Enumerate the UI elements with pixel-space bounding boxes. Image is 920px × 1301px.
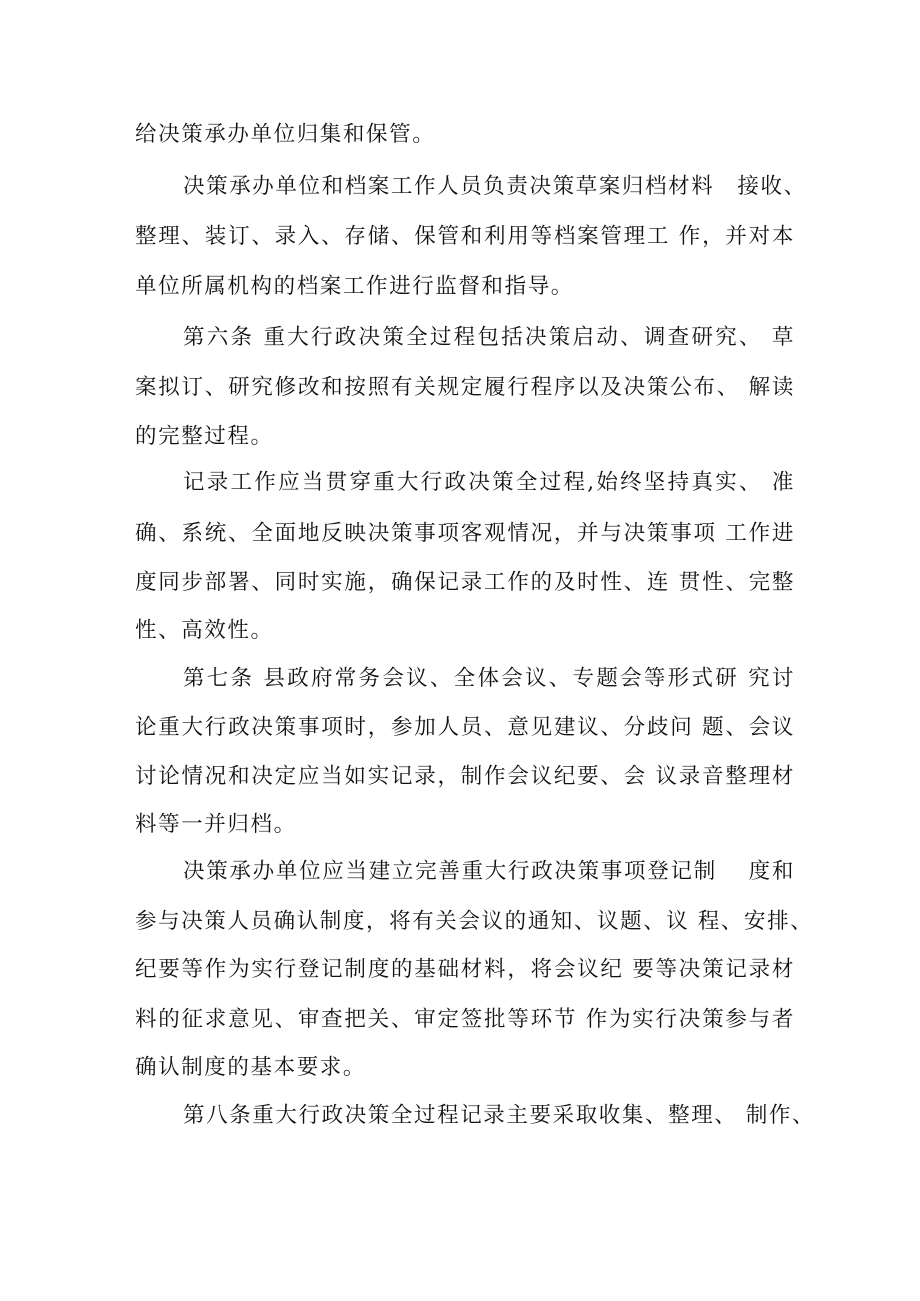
paragraph-line: 性、高效性。 (135, 618, 274, 643)
paragraph-line: 整理、装订、录入、存储、保管和利用等档案管理工 作，并对本 (135, 224, 795, 249)
paragraph-line: 单位所属机构的档案工作进行监督和指导。 (135, 274, 574, 299)
paragraph-line: 料等一并归档。 (135, 812, 297, 837)
paragraph-line: 讨论情况和决定应当如实记录，制作会议纪要、会 议录音整理材 (135, 764, 795, 789)
paragraph-line: 料的征求意见、审查把关、审定签批等环节 作为实行决策参与者 (135, 1007, 795, 1032)
paragraph-line: 度同步部署、同时实施，确保记录工作的及时性、连 贯性、完整 (135, 570, 795, 595)
paragraph-line: 第八条重大行政决策全过程记录主要采取收集、整理、 制作、 (183, 1103, 816, 1128)
paragraph-line: 决策承办单位应当建立完善重大行政决策事项登记制 度和 (183, 859, 795, 884)
paragraph-line: 的完整过程。 (135, 424, 274, 449)
paragraph-line: 参与决策人员确认制度，将有关会议的通知、议题、议 程、安排、 (135, 909, 814, 934)
paragraph-line: 论重大行政决策事项时，参加人员、意见建议、分歧问 题、会议 (135, 715, 795, 740)
paragraph-line: 确认制度的基本要求。 (135, 1055, 367, 1080)
paragraph-line: 给决策承办单位归集和保管。 (135, 122, 436, 147)
paragraph-line: 案拟订、研究修改和按照有关规定履行程序以及决策公布、 解读 (135, 375, 795, 400)
paragraph-line: 确、系统、全面地反映决策事项客观情况，并与决策事项 工作进 (135, 521, 795, 546)
paragraph-line: 纪要等作为实行登记制度的基础材料，将会议纪 要等决策记录材 (135, 957, 795, 982)
paragraph-line: 记录工作应当贯穿重大行政决策全过程,始终坚持真实、 准 (183, 470, 795, 495)
paragraph-line: 第七条 县政府常务会议、全体会议、专题会等形式研 究讨 (183, 666, 795, 691)
paragraph-line: 第六条 重大行政决策全过程包括决策启动、调查研究、 草 (183, 325, 795, 350)
paragraph-line: 决策承办单位和档案工作人员负责决策草案归档材料 接收、 (183, 174, 807, 199)
